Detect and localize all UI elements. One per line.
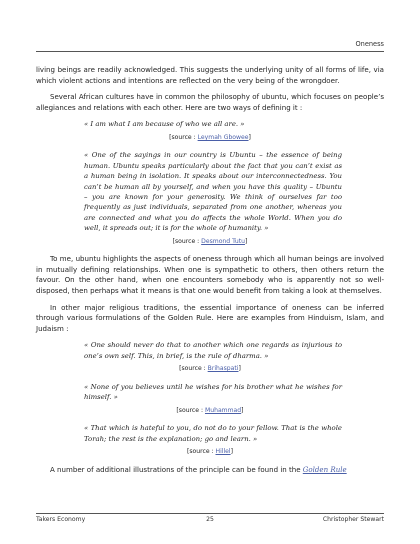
quote-muhammad: « None of you believes until he wishes for his brother what he wishes for himself. » <box>84 382 342 402</box>
source-brihaspati <box>36 364 384 375</box>
source-prefix: [source : <box>169 133 198 141</box>
quote-gbowee: « I am what I am because of who we all are. » <box>84 120 245 129</box>
footer-author: Christopher Stewart <box>322 516 384 523</box>
source-prefix: [source : <box>172 237 202 245</box>
paragraph-3: To me, ubuntu highlights the aspects of oneness through which all human beings are involved in mutually defining relationships. When one is sympathetic to others, then others return the favour. On the other hand, when one encounters somebody who is apparently not so well-disposed, then perhaps what it means is that one would benefit from taking a look at themselves. <box>36 254 384 295</box>
source-link-brihaspati[interactable]: Brihaspati <box>207 365 239 373</box>
page-body <box>36 65 384 481</box>
source-link-muhammad[interactable]: Muhammad <box>204 406 242 414</box>
golden-rule-link[interactable]: Golden Rule <box>302 464 347 474</box>
running-header-title: Oneness <box>355 40 384 48</box>
source-tutu <box>36 237 384 248</box>
source-link-gbowee[interactable]: Leymah Gbowee <box>197 133 249 141</box>
quote-tutu: « One of the sayings in our country is Ubuntu – the essence of being human. Ubuntu speaks particularly about the fact that you can’t exist as a human being in isolation. It speaks about our interconnectedness. You can’t be human all by yourself, and when you have this quality – Ubuntu – you are known for your generosity. We think of ourselves far too frequently as just individuals, separated from one another, whereas you are connected and what you do affects the whole World. When you do well, it spreads out; it is for the whole of humanity. » <box>84 151 342 233</box>
paragraph-5-text: A number of additional illustrations of the principle can be found in the <box>50 464 303 474</box>
source-gbowee <box>36 133 384 144</box>
paragraph-5 <box>36 465 384 476</box>
quote-brihaspati: « One should never do that to another which one regards as injurious to one’s own self. This, in brief, is the rule of dharma. » <box>84 341 342 360</box>
source-suffix: ] <box>238 365 241 373</box>
source-suffix: ] <box>230 448 234 455</box>
source-prefix: [source : <box>179 365 208 373</box>
footer-book-title: Takers Economy <box>36 516 86 523</box>
footer-divider <box>36 513 384 514</box>
paragraph-4: In other major religious traditions, the essential importance of oneness can be inferred through various formulations of the Golden Rule. Here are examples from Hinduism, Islam, and Judaism : <box>36 302 384 333</box>
paragraph-2: Several African cultures have in common the philosophy of ubuntu, which focuses on people’s allegiances and relations with each other. Here are two ways of defining it : <box>36 92 384 112</box>
source-prefix: [source : <box>186 448 216 455</box>
source-link-hillel[interactable]: Hillel <box>215 448 231 455</box>
quote-hillel: « That which is hateful to you, do not do to your fellow. That is the whole Torah; the rest is the explanation; go and learn. » <box>84 424 342 443</box>
source-hillel <box>36 447 384 458</box>
source-prefix: [source : <box>176 406 205 414</box>
source-suffix: ] <box>241 406 244 414</box>
source-link-tutu[interactable]: Desmond Tutu <box>201 237 245 245</box>
page-number: 25 <box>206 516 214 523</box>
source-suffix: ] <box>248 133 251 141</box>
source-muhammad <box>36 406 384 417</box>
source-suffix: ] <box>245 237 248 245</box>
paragraph-1: living beings are readily acknowledged. This suggests the underlying unity of all forms of life, via which violent actions and intentions are reflected on the very being of the wrongdoer. <box>36 65 384 85</box>
page-footer <box>36 516 384 523</box>
header-divider <box>36 51 384 52</box>
